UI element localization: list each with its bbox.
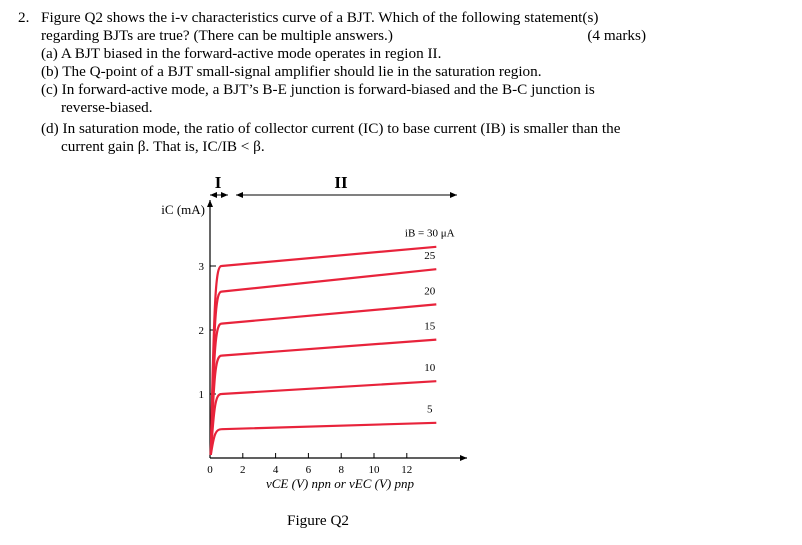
ic-curve-ib-3 (211, 340, 437, 455)
option-d-line-2: current gain β. That is, IC/IB < β. (61, 138, 265, 155)
curve-label: 20 (424, 285, 436, 298)
x-tick-label: 10 (368, 464, 380, 476)
x-axis-label: vCE (V) npn or vEC (V) pnp (265, 476, 415, 491)
x-tick-label: 0 (207, 464, 213, 476)
option-d-line-1: (d) In saturation mode, the ratio of collector current (IC) to base current (IB) is smaller than the (41, 120, 621, 137)
x-tick-label: 4 (272, 464, 279, 476)
y-tick-label: 2 (198, 325, 204, 337)
marks-label: (4 marks) (587, 27, 646, 44)
curve-label: 5 (427, 403, 433, 416)
question-line-2: regarding BJTs are true? (There can be multiple answers.) (41, 27, 393, 44)
figure-caption: Figure Q2 (287, 512, 350, 529)
option-c-line-2: reverse-biased. (61, 99, 153, 116)
option-c-line-1: (c) In forward-active mode, a BJT’s B-E junction is forward-biased and the B-C junction is (41, 81, 595, 98)
curve-label: 15 (424, 320, 436, 333)
x-tick-label: 2 (240, 464, 246, 476)
curve-label: 10 (424, 362, 436, 375)
ic-curve-ib-2 (211, 381, 437, 455)
question-number: 2. (18, 9, 30, 26)
curve-label: iB = 30 μA (404, 227, 455, 240)
question-line-1: Figure Q2 shows the i-v characteristics curve of a BJT. Which of the following statement(s) (41, 9, 599, 26)
option-a: (a) A BJT biased in the forward-active mode operates in region II. (41, 45, 442, 62)
region-2-label: II (334, 173, 348, 192)
curve-label: 25 (424, 250, 436, 263)
region-1-label: I (214, 173, 222, 192)
ic-curve-ib-1 (211, 423, 437, 455)
y-axis-label: iC (mA) (161, 202, 205, 217)
y-tick-label: 1 (198, 389, 204, 401)
y-tick-label: 3 (198, 261, 204, 273)
x-tick-label: 8 (338, 464, 344, 476)
x-tick-label: 6 (305, 464, 312, 476)
ic-curve-ib-4 (211, 304, 437, 454)
x-tick-label: 12 (401, 464, 413, 476)
option-b: (b) The Q-point of a BJT small-signal amplifier should lie in the saturation region. (41, 63, 542, 80)
